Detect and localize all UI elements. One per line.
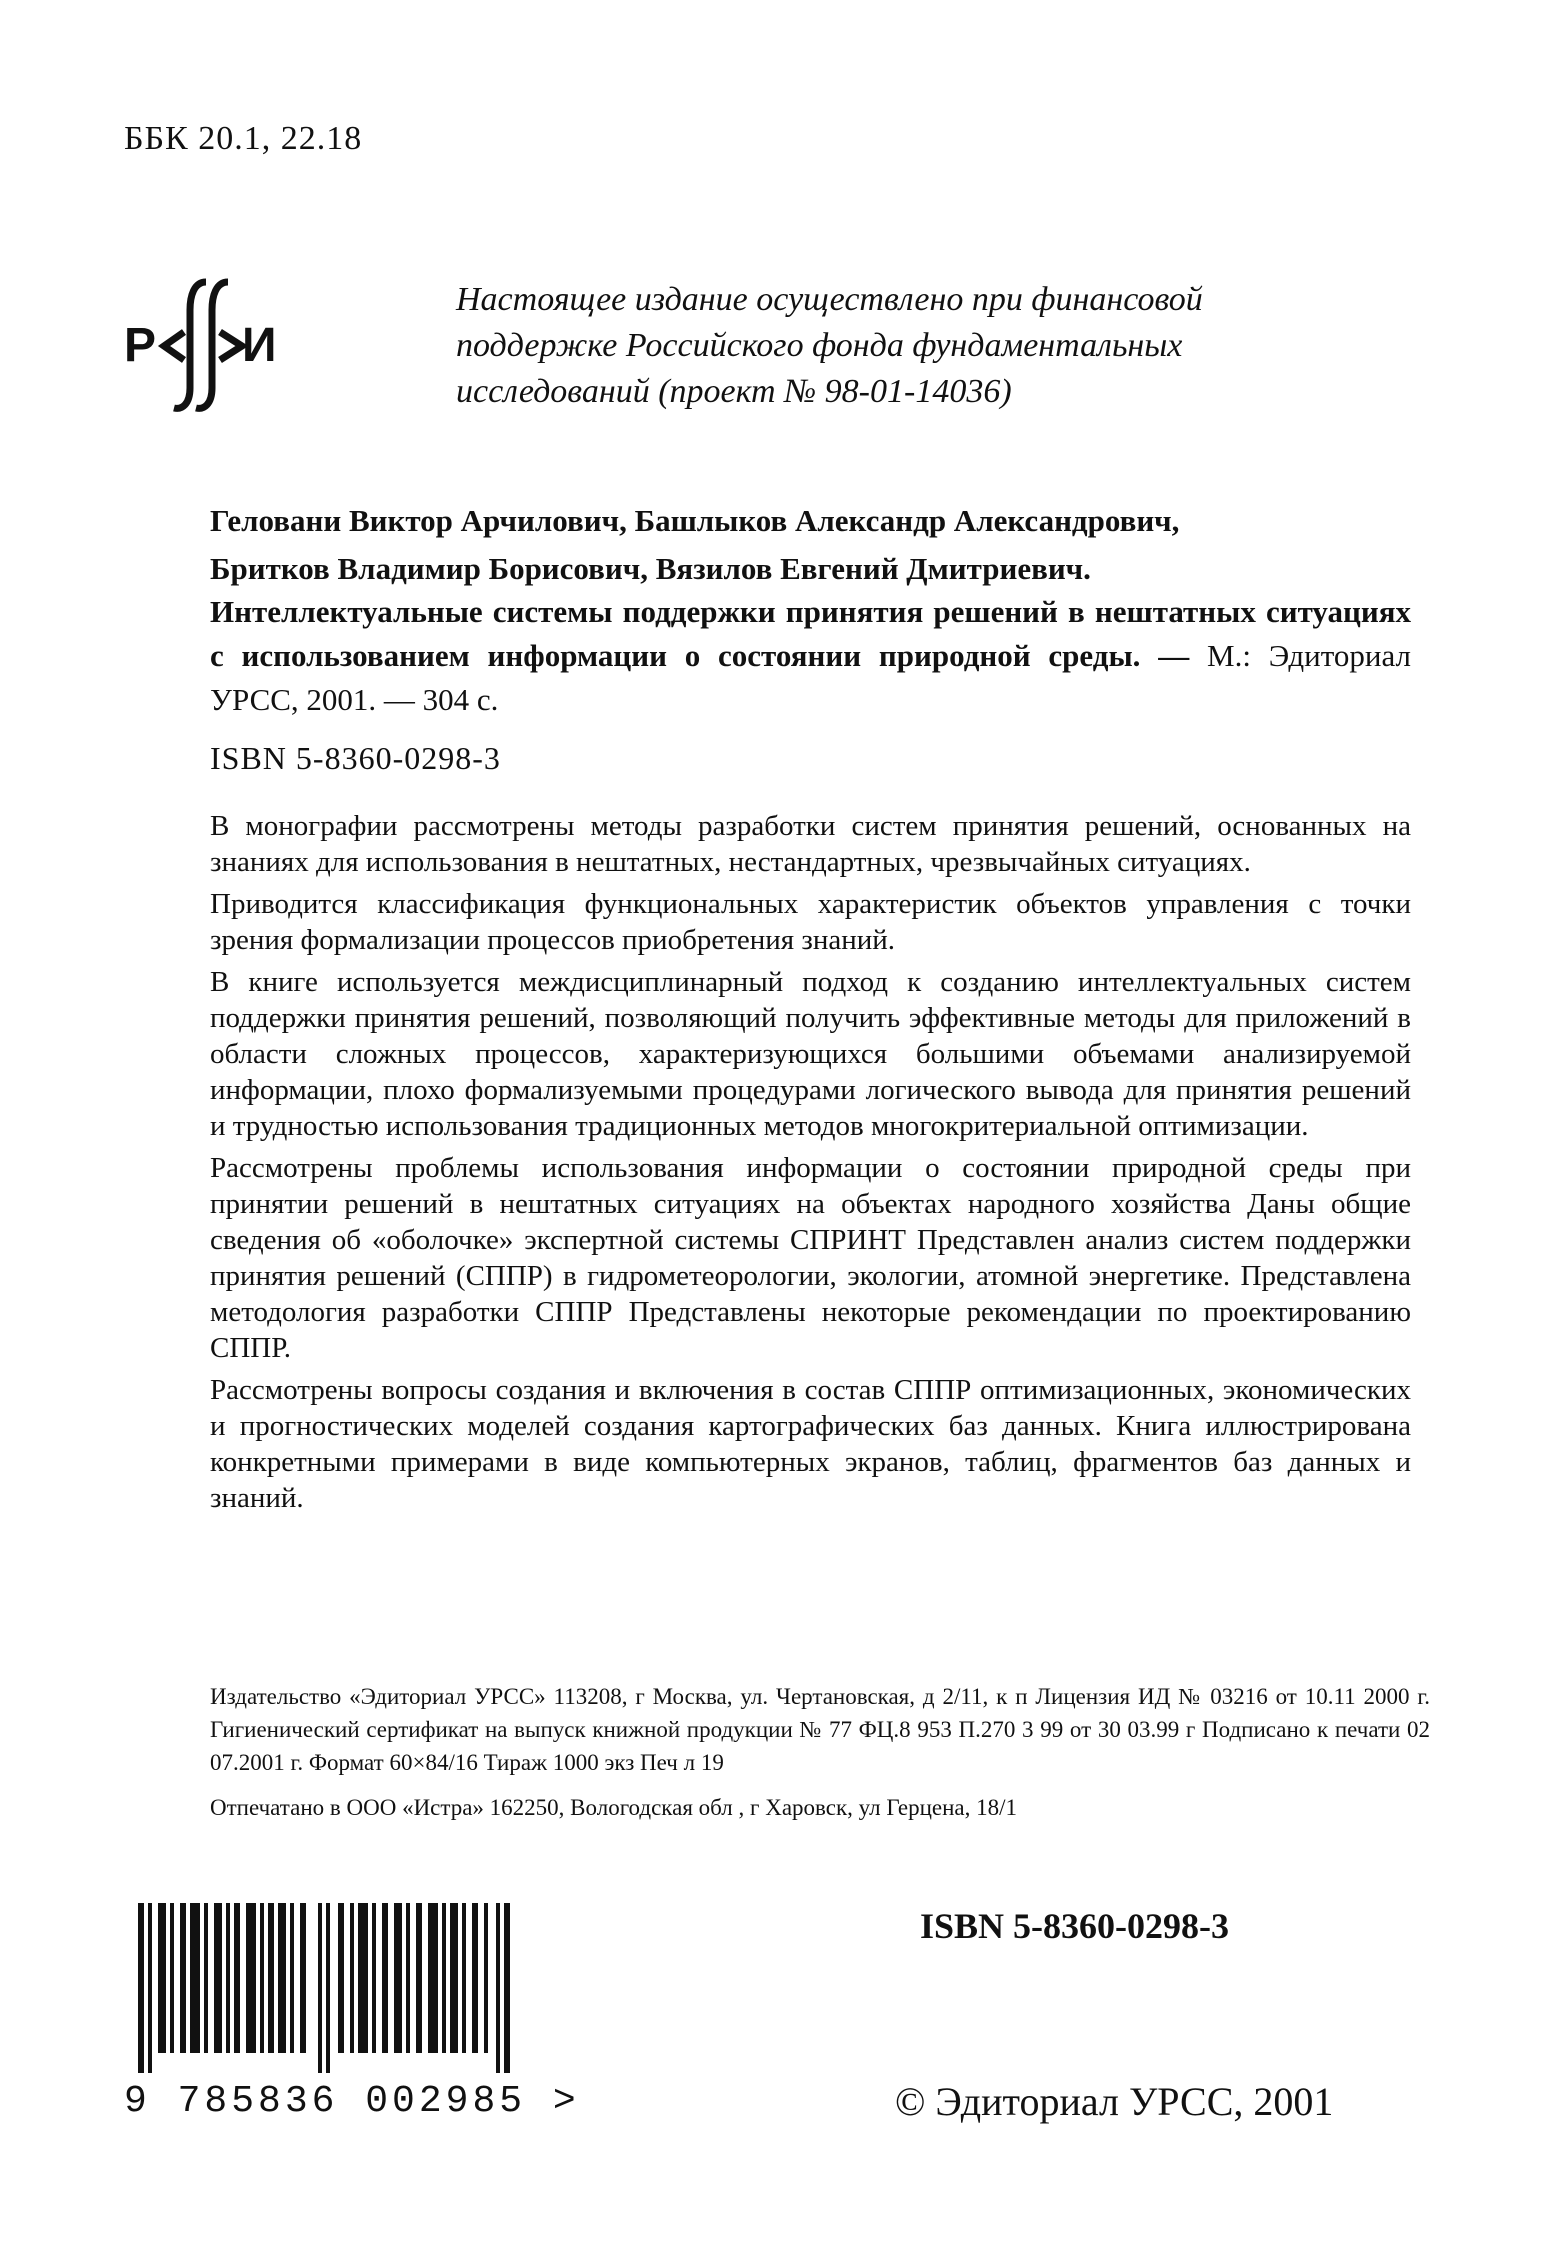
imprint-publisher: Издательство «Эдиториал УРСС» 113208, г Москва, ул. Чертановская, д 2/11, к п Лицензия ИД № 03216 от 10.11 2000 г. Гигиенический сертификат на выпуск книжной продукции № 77 ФЦ.8 953 П.270 3 99 от 30 03.99 г Подписано к печати 02 07.2001 г. Формат 60×84/16 Тираж 1000 экз Печ л 19 (210, 1684, 1430, 1775)
logo-mark-icon (124, 270, 334, 420)
funding-note-line: Настоящее издание осуществлено при финансовой (456, 281, 1203, 318)
authors-line: Геловани Виктор Арчилович, Башлыков Александр Александрович, (210, 503, 1180, 538)
isbn: ISBN 5-8360-0298-3 (210, 740, 501, 776)
abstract-paragraph: Рассмотрены вопросы создания и включения в состав СППР оптимизационных, экономических и прогностических моделей создания картографических баз данных. Книга иллюстрирована конкретными примерами в виде компьютерных экранов, таблиц, фрагментов баз данных и знаний. (210, 1374, 1411, 1514)
authors (210, 497, 1410, 593)
abstract (210, 808, 1411, 1522)
funding-note-line: поддержке Российского фонда фундаментальных (456, 327, 1183, 364)
imprint (210, 1680, 1430, 1836)
abstract-paragraph: Приводится классификация функциональных характеристик объектов управления с точки зрения формализации процессов приобретения знаний. (210, 888, 1411, 956)
abstract-paragraph: Рассмотрены проблемы использования информации о состоянии природной среды при принятии решений в нештатных ситуациях на объектах народного хозяйства Даны общие сведения об «оболочке» экспертной системы СПРИНТ Представлен анализ систем поддержки принятия решений (СППР) в гидрометеорологии, экологии, атомной энергетике. Представлена методология разработки СППР Представлены некоторые рекомендации по проектированию СППР. (210, 1152, 1411, 1364)
logo-letter-i: И (242, 319, 277, 372)
abstract-paragraph: В монографии рассмотрены методы разработки систем принятия решений, основанных на знаниях для использования в нештатных, нестандартных, чрезвычайных ситуациях. (210, 810, 1411, 878)
isbn-barcode-label: ISBN 5-8360-0298-3 (920, 1906, 1230, 1946)
funding-note-line: исследований (проект № 98-01-14036) (456, 373, 1012, 410)
barcode (138, 1903, 538, 2073)
bbk-code: ББК 20.1, 22.18 (124, 120, 363, 157)
rffi-logo (124, 270, 334, 420)
abstract-paragraph: В книге используется междисциплинарный подход к созданию интеллектуальных систем поддержки принятия решений, позволяющий получить эффективные методы для приложений в области сложных процессов, характеризующихся большими объемами анализируемой информации, плохо формализуемыми процедурами логического вывода для принятия решений и трудностью использования традиционных методов многокритериальной оптимизации. (210, 966, 1411, 1142)
copyright: © Эдиториал УРСС, 2001 (895, 2079, 1334, 2124)
authors-line: Бритков Владимир Борисович, Вязилов Евгений Дмитриевич. (210, 551, 1091, 586)
barcode-digits: 9 785836 002985 > (124, 2080, 580, 2123)
book-title: Интеллектуальные системы поддержки принятия решений в нештатных ситуациях с использованием информации о состоянии природной среды. — (210, 594, 1411, 673)
publication-info: М.: Эдиториал УРСС, 2001. — 304 с. (210, 638, 1411, 717)
logo-letter-r: Р (124, 319, 157, 372)
bibliographic-entry (210, 590, 1411, 722)
funding-note (456, 277, 1356, 415)
imprint-printer: Отпечатано в ООО «Истра» 162250, Вологодская обл , г Харовск, ул Герцена, 18/1 (210, 1795, 1018, 1820)
